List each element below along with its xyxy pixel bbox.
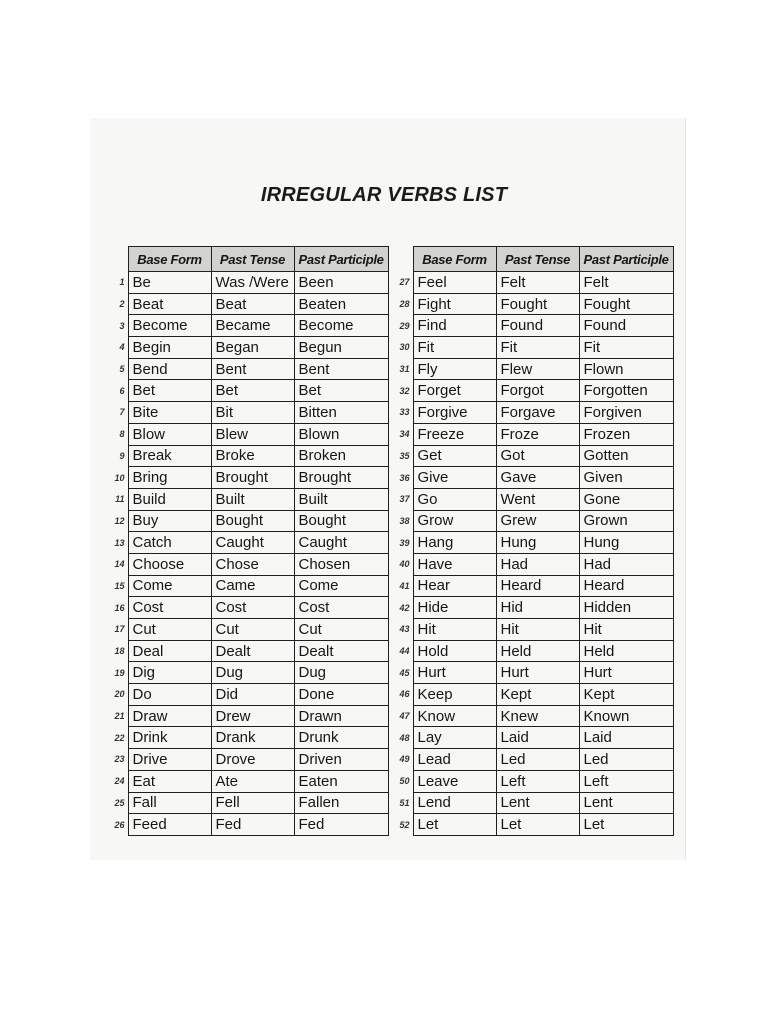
past-participle-cell: Forgiven	[579, 402, 673, 424]
table-row	[389, 662, 673, 684]
table-row	[104, 510, 388, 532]
past-tense-cell: Drove	[211, 749, 294, 771]
row-number-header	[104, 247, 128, 272]
row-number: 44	[399, 646, 410, 657]
row-number: 51	[399, 797, 410, 808]
past-participle-cell: Had	[579, 553, 673, 575]
past-tense-cell: Bought	[211, 510, 294, 532]
past-participle-cell: Fit	[579, 337, 673, 359]
table-row	[389, 510, 673, 532]
base-form-cell: Freeze	[413, 423, 496, 445]
base-form-cell: Forget	[413, 380, 496, 402]
table-row	[389, 272, 673, 294]
row-number: 37	[399, 494, 410, 505]
base-form-cell: Give	[413, 467, 496, 489]
past-tense-cell: Came	[211, 575, 294, 597]
table-row	[389, 640, 673, 662]
base-form-cell: Deal	[128, 640, 211, 662]
table-row	[389, 575, 673, 597]
past-participle-cell: Built	[294, 488, 388, 510]
row-number: 30	[399, 342, 410, 353]
past-tense-cell: Cut	[211, 619, 294, 641]
row-number: 15	[114, 580, 125, 591]
row-number: 34	[399, 429, 410, 440]
row-number: 35	[399, 450, 410, 461]
row-number: 2	[119, 299, 125, 310]
row-number: 22	[114, 732, 125, 743]
row-number: 45	[399, 667, 410, 678]
table-row	[389, 380, 673, 402]
past-participle-cell: Laid	[579, 727, 673, 749]
past-participle-cell: Left	[579, 770, 673, 792]
header-base-form: Base Form	[413, 247, 496, 272]
past-participle-cell: Drunk	[294, 727, 388, 749]
base-form-cell: Break	[128, 445, 211, 467]
table-header-row	[389, 247, 673, 272]
verbs-table-left	[104, 246, 389, 836]
base-form-cell: Cut	[128, 619, 211, 641]
table-row	[104, 792, 388, 814]
past-participle-cell: Cost	[294, 597, 388, 619]
past-participle-cell: Fought	[579, 293, 673, 315]
base-form-cell: Buy	[128, 510, 211, 532]
past-participle-cell: Broken	[294, 445, 388, 467]
base-form-cell: Cost	[128, 597, 211, 619]
base-form-cell: Fight	[413, 293, 496, 315]
past-tense-cell: Chose	[211, 553, 294, 575]
past-participle-cell: Driven	[294, 749, 388, 771]
past-tense-cell: Bent	[211, 358, 294, 380]
table-row	[104, 358, 388, 380]
table-row	[104, 640, 388, 662]
base-form-cell: Fall	[128, 792, 211, 814]
row-number: 43	[399, 624, 410, 635]
past-participle-cell: Felt	[579, 272, 673, 294]
table-row	[104, 293, 388, 315]
past-participle-cell: Grown	[579, 510, 673, 532]
row-number: 21	[114, 711, 125, 722]
past-participle-cell: Been	[294, 272, 388, 294]
table-row	[389, 553, 673, 575]
row-number: 16	[114, 602, 125, 613]
table-row	[389, 727, 673, 749]
row-number: 40	[399, 559, 410, 570]
row-number: 42	[399, 602, 410, 613]
base-form-cell: Fit	[413, 337, 496, 359]
row-number: 38	[399, 515, 410, 526]
past-participle-cell: Hurt	[579, 662, 673, 684]
row-number: 24	[114, 776, 125, 787]
base-form-cell: Draw	[128, 705, 211, 727]
past-tense-cell: Froze	[496, 423, 579, 445]
row-number: 12	[114, 515, 125, 526]
past-tense-cell: Hurt	[496, 662, 579, 684]
table-row	[104, 337, 388, 359]
base-form-cell: Feed	[128, 814, 211, 836]
past-participle-cell: Lent	[579, 792, 673, 814]
table-row	[104, 684, 388, 706]
past-participle-cell: Flown	[579, 358, 673, 380]
base-form-cell: Feel	[413, 272, 496, 294]
past-tense-cell: Felt	[496, 272, 579, 294]
base-form-cell: Eat	[128, 770, 211, 792]
past-tense-cell: Began	[211, 337, 294, 359]
past-tense-cell: Fed	[211, 814, 294, 836]
row-number: 20	[114, 689, 125, 700]
past-tense-cell: Built	[211, 488, 294, 510]
base-form-cell: Bring	[128, 467, 211, 489]
base-form-cell: Come	[128, 575, 211, 597]
past-tense-cell: Held	[496, 640, 579, 662]
past-tense-cell: Gave	[496, 467, 579, 489]
base-form-cell: Blow	[128, 423, 211, 445]
base-form-cell: Beat	[128, 293, 211, 315]
past-participle-cell: Cut	[294, 619, 388, 641]
table-row	[104, 380, 388, 402]
past-tense-cell: Became	[211, 315, 294, 337]
base-form-cell: Hide	[413, 597, 496, 619]
header-base-form: Base Form	[128, 247, 211, 272]
past-tense-cell: Bet	[211, 380, 294, 402]
past-participle-cell: Dealt	[294, 640, 388, 662]
table-row	[389, 293, 673, 315]
table-row	[389, 814, 673, 836]
past-tense-cell: Got	[496, 445, 579, 467]
past-tense-cell: Beat	[211, 293, 294, 315]
past-tense-cell: Grew	[496, 510, 579, 532]
base-form-cell: Hear	[413, 575, 496, 597]
table-row	[104, 467, 388, 489]
table-row	[104, 488, 388, 510]
table-row	[389, 770, 673, 792]
table-row	[104, 315, 388, 337]
past-participle-cell: Dug	[294, 662, 388, 684]
row-number: 11	[115, 494, 125, 505]
base-form-cell: Do	[128, 684, 211, 706]
table-header-row	[104, 247, 388, 272]
past-participle-cell: Become	[294, 315, 388, 337]
base-form-cell: Begin	[128, 337, 211, 359]
past-participle-cell: Hung	[579, 532, 673, 554]
past-participle-cell: Bought	[294, 510, 388, 532]
base-form-cell: Hang	[413, 532, 496, 554]
row-number: 48	[399, 732, 410, 743]
row-number: 13	[114, 537, 125, 548]
base-form-cell: Bet	[128, 380, 211, 402]
row-number: 14	[114, 559, 125, 570]
past-participle-cell: Known	[579, 705, 673, 727]
past-tense-cell: Drank	[211, 727, 294, 749]
row-number: 9	[119, 450, 125, 461]
row-number: 49	[399, 754, 410, 765]
row-number: 10	[114, 472, 125, 483]
row-number-header	[389, 247, 413, 272]
past-tense-cell: Forgave	[496, 402, 579, 424]
table-row	[389, 749, 673, 771]
row-number: 26	[114, 819, 125, 830]
past-participle-cell: Led	[579, 749, 673, 771]
past-tense-cell: Found	[496, 315, 579, 337]
base-form-cell: Lend	[413, 792, 496, 814]
row-number: 1	[119, 277, 125, 288]
table-row	[389, 705, 673, 727]
past-tense-cell: Caught	[211, 532, 294, 554]
past-tense-cell: Dug	[211, 662, 294, 684]
past-tense-cell: Drew	[211, 705, 294, 727]
table-row	[104, 619, 388, 641]
row-number: 50	[399, 776, 410, 787]
header-past-tense: Past Tense	[211, 247, 294, 272]
past-participle-cell: Done	[294, 684, 388, 706]
table-row	[104, 814, 388, 836]
past-participle-cell: Bet	[294, 380, 388, 402]
base-form-cell: Hold	[413, 640, 496, 662]
row-number: 17	[114, 624, 125, 635]
table-row	[389, 684, 673, 706]
past-participle-cell: Gotten	[579, 445, 673, 467]
past-tense-cell: Heard	[496, 575, 579, 597]
past-tense-cell: Fit	[496, 337, 579, 359]
row-number: 3	[119, 320, 125, 331]
table-row	[389, 619, 673, 641]
past-participle-cell: Forgotten	[579, 380, 673, 402]
past-participle-cell: Given	[579, 467, 673, 489]
past-participle-cell: Kept	[579, 684, 673, 706]
row-number: 5	[119, 364, 125, 375]
base-form-cell: Bend	[128, 358, 211, 380]
past-tense-cell: Left	[496, 770, 579, 792]
row-number: 41	[399, 580, 410, 591]
row-number: 4	[119, 342, 125, 353]
row-number: 32	[399, 385, 410, 396]
table-row	[104, 445, 388, 467]
past-participle-cell: Caught	[294, 532, 388, 554]
table-row	[104, 727, 388, 749]
base-form-cell: Drive	[128, 749, 211, 771]
row-number: 33	[399, 407, 410, 418]
past-tense-cell: Bit	[211, 402, 294, 424]
row-number: 52	[399, 819, 410, 830]
past-tense-cell: Hit	[496, 619, 579, 641]
base-form-cell: Hit	[413, 619, 496, 641]
past-participle-cell: Bitten	[294, 402, 388, 424]
row-number: 27	[399, 277, 410, 288]
page-title: IRREGULAR VERBS LIST	[260, 184, 508, 206]
table-row	[104, 597, 388, 619]
past-tense-cell: Fought	[496, 293, 579, 315]
past-tense-cell: Blew	[211, 423, 294, 445]
base-form-cell: Have	[413, 553, 496, 575]
header-past-participle: Past Participle	[579, 247, 673, 272]
table-row	[104, 553, 388, 575]
base-form-cell: Know	[413, 705, 496, 727]
base-form-cell: Let	[413, 814, 496, 836]
past-tense-cell: Laid	[496, 727, 579, 749]
past-participle-cell: Let	[579, 814, 673, 836]
table-row	[104, 532, 388, 554]
past-participle-cell: Brought	[294, 467, 388, 489]
table-row	[104, 423, 388, 445]
base-form-cell: Lead	[413, 749, 496, 771]
past-tense-cell: Flew	[496, 358, 579, 380]
past-participle-cell: Begun	[294, 337, 388, 359]
table-row	[104, 575, 388, 597]
base-form-cell: Go	[413, 488, 496, 510]
past-participle-cell: Chosen	[294, 553, 388, 575]
past-tense-cell: Kept	[496, 684, 579, 706]
base-form-cell: Catch	[128, 532, 211, 554]
base-form-cell: Leave	[413, 770, 496, 792]
table-row	[389, 423, 673, 445]
past-participle-cell: Gone	[579, 488, 673, 510]
row-number: 29	[399, 320, 410, 331]
past-tense-cell: Went	[496, 488, 579, 510]
base-form-cell: Grow	[413, 510, 496, 532]
table-row	[389, 445, 673, 467]
base-form-cell: Bite	[128, 402, 211, 424]
past-participle-cell: Found	[579, 315, 673, 337]
past-participle-cell: Blown	[294, 423, 388, 445]
base-form-cell: Become	[128, 315, 211, 337]
row-number: 6	[119, 385, 125, 396]
table-row	[104, 662, 388, 684]
base-form-cell: Get	[413, 445, 496, 467]
row-number: 31	[399, 364, 410, 375]
table-row	[389, 337, 673, 359]
base-form-cell: Fly	[413, 358, 496, 380]
base-form-cell: Be	[128, 272, 211, 294]
past-tense-cell: Let	[496, 814, 579, 836]
past-participle-cell: Fallen	[294, 792, 388, 814]
past-tense-cell: Ate	[211, 770, 294, 792]
past-tense-cell: Broke	[211, 445, 294, 467]
table-row	[389, 792, 673, 814]
past-tense-cell: Hung	[496, 532, 579, 554]
past-participle-cell: Drawn	[294, 705, 388, 727]
table-row	[389, 532, 673, 554]
past-tense-cell: Fell	[211, 792, 294, 814]
past-tense-cell: Dealt	[211, 640, 294, 662]
row-number: 46	[399, 689, 410, 700]
past-participle-cell: Held	[579, 640, 673, 662]
row-number: 8	[119, 429, 125, 440]
past-tense-cell: Forgot	[496, 380, 579, 402]
past-tense-cell: Was /Were	[211, 272, 294, 294]
header-past-tense: Past Tense	[496, 247, 579, 272]
past-participle-cell: Come	[294, 575, 388, 597]
past-participle-cell: Beaten	[294, 293, 388, 315]
base-form-cell: Lay	[413, 727, 496, 749]
past-participle-cell: Fed	[294, 814, 388, 836]
table-row	[389, 597, 673, 619]
table-row	[389, 488, 673, 510]
row-number: 23	[114, 754, 125, 765]
row-number: 39	[399, 537, 410, 548]
past-tense-cell: Brought	[211, 467, 294, 489]
base-form-cell: Choose	[128, 553, 211, 575]
past-participle-cell: Bent	[294, 358, 388, 380]
past-tense-cell: Lent	[496, 792, 579, 814]
table-row	[389, 467, 673, 489]
past-participle-cell: Eaten	[294, 770, 388, 792]
table-row	[389, 315, 673, 337]
table-row	[389, 358, 673, 380]
row-number: 47	[399, 711, 410, 722]
table-row	[104, 749, 388, 771]
row-number: 19	[114, 667, 125, 678]
base-form-cell: Build	[128, 488, 211, 510]
past-participle-cell: Frozen	[579, 423, 673, 445]
past-tense-cell: Had	[496, 553, 579, 575]
past-participle-cell: Hidden	[579, 597, 673, 619]
past-participle-cell: Hit	[579, 619, 673, 641]
past-participle-cell: Heard	[579, 575, 673, 597]
table-row	[104, 272, 388, 294]
base-form-cell: Find	[413, 315, 496, 337]
header-past-participle: Past Participle	[294, 247, 388, 272]
table-row	[104, 402, 388, 424]
row-number: 18	[114, 646, 125, 657]
table-row	[104, 705, 388, 727]
row-number: 25	[114, 797, 125, 808]
row-number: 28	[399, 299, 410, 310]
base-form-cell: Drink	[128, 727, 211, 749]
base-form-cell: Keep	[413, 684, 496, 706]
past-tense-cell: Knew	[496, 705, 579, 727]
table-row	[389, 402, 673, 424]
past-tense-cell: Led	[496, 749, 579, 771]
base-form-cell: Forgive	[413, 402, 496, 424]
base-form-cell: Dig	[128, 662, 211, 684]
past-tense-cell: Cost	[211, 597, 294, 619]
past-tense-cell: Hid	[496, 597, 579, 619]
verbs-table-right	[389, 246, 674, 836]
row-number: 36	[399, 472, 410, 483]
past-tense-cell: Did	[211, 684, 294, 706]
row-number: 7	[119, 407, 125, 418]
table-row	[104, 770, 388, 792]
base-form-cell: Hurt	[413, 662, 496, 684]
